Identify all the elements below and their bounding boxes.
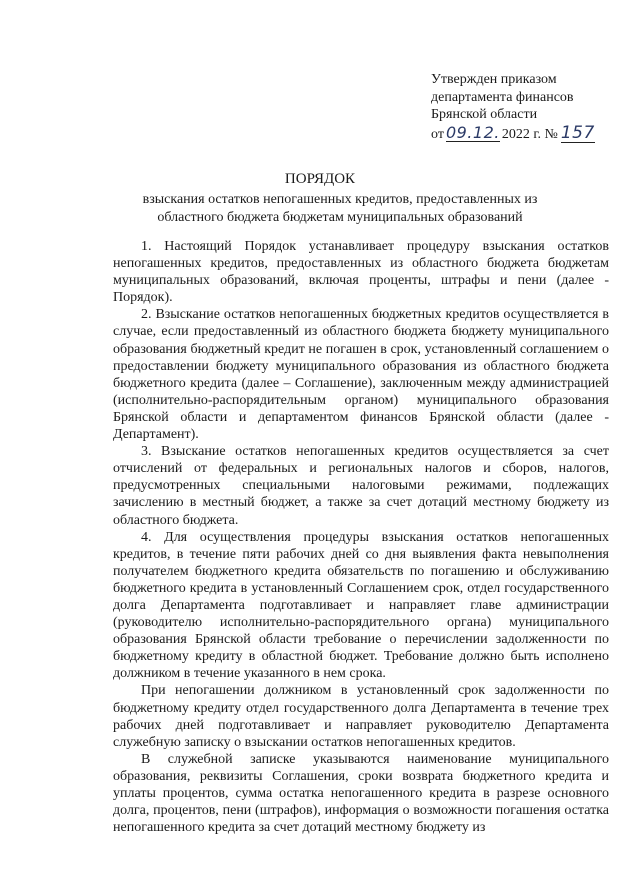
paragraph-3: 3. Взыскание остатков непогашенных кредитов осуществляется за счет отчислений от федеральных и региональных налогов и сборов, налогов, предусмотренных специальными налоговыми режимами, подлежащих зачислению в местный бюджет, а также за счет дотаций местному бюджету из областного бюджета. (113, 444, 609, 528)
paragraph-4: 4. Для осуществления процедуры взыскания остатков непогашенных кредитов, в течение пяти рабочих дней со дня выявления факта невыполнения получателем бюджетного кредита обязательств по погашению и обслуживанию бюджетного кредита в установленный Соглашением срок, отдел государственного долга Департамента подготавливает и направляет главе администрации (руководителю исполнительно-распорядительного органа) муниципального образования Брянской области требование о перечислении задолженности по бюджетному кредиту в областной бюджет. Требование должно быть исполнено должником в течение указанного в нем срока. (113, 529, 609, 682)
handwritten-date: 09.12. (445, 122, 500, 142)
approval-from-prefix: от (431, 126, 444, 142)
paragraph-5: При непогашении должником в установленный срок задолженности по бюджетному кредиту отдел государственного долга Департамента в течение трех рабочих дней подготавливает и направляет руководителю Департамента служебную записку о взыскании остатков непогашенных кредитов. (113, 683, 609, 750)
document-body (113, 238, 609, 836)
document-subtitle: взыскания остатков непогашенных кредитов, предоставленных из областного бюджета бюджетам муниципальных образований (142, 192, 538, 225)
approval-year-number-label: 2022 г. № (501, 126, 558, 142)
paragraph-2: 2. Взыскание остатков непогашенных бюджетных кредитов осуществляется в случае, если предоставленный из областного бюджета бюджету муниципального образования бюджетный кредит не погашен в срок, установленный соглашением о предоставлении бюджету муниципального образования из областного бюджета бюджетного кредита (далее – Соглашение), заключенным между администрацией (исполнительно-распорядительным органом) муниципального образования Брянской области и департаментом финансов Брянской области (далее - Департамент). (113, 307, 609, 443)
approval-line-3: Брянской области (431, 107, 538, 122)
paragraph-1: 1. Настоящий Порядок устанавливает процедуру взыскания остатков непогашенных кредитов, предоставленных из областного бюджета бюджетам муниципальных образований, включая проценты, штрафы и пени (далее - Порядок). (113, 239, 609, 306)
approval-date-line (431, 124, 631, 144)
approval-stamp (431, 71, 631, 143)
paragraph-6: В служебной записке указываются наименование муниципального образования, реквизиты Соглашения, сроки возврата бюджетного кредита и уплаты процентов, сумма остатка непогашенного кредита в разрезе основного долга, процентов, пени (штрафов), информация о возможности погашения остатка непогашенного кредита за счет дотаций местному бюджету из (113, 751, 609, 836)
handwritten-order-number: 157 (560, 122, 595, 143)
approval-line-2: департамента финансов (431, 89, 574, 105)
document-title: ПОРЯДОК (284, 171, 356, 187)
approval-line-1: Утвержден приказом (431, 72, 557, 87)
